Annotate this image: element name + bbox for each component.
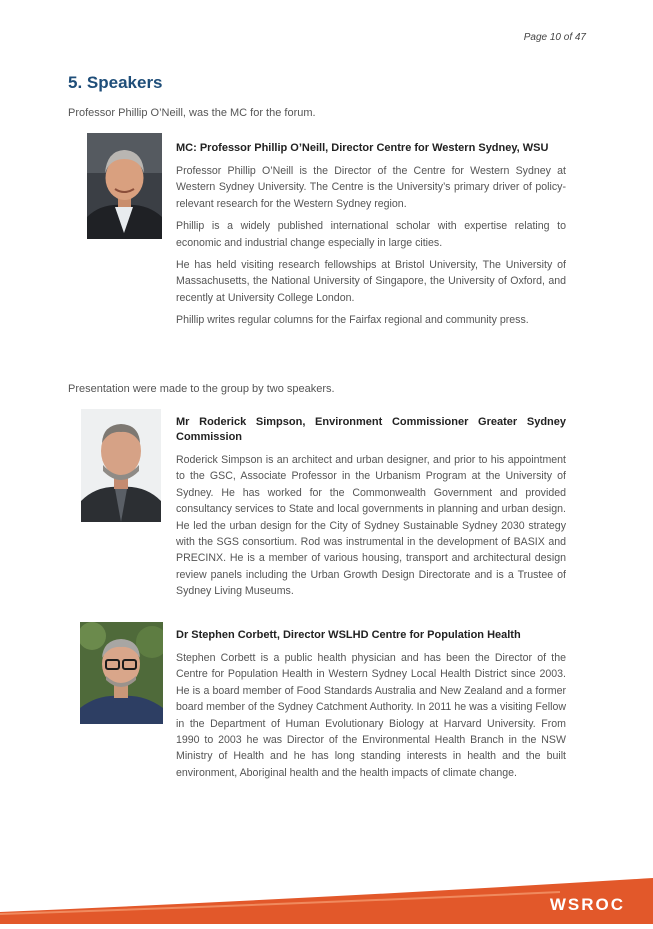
page-number: Page 10 of 47 <box>523 32 586 43</box>
speaker-name-oneill: MC: Professor Phillip O’Neill, Director Centre for Western Sydney, WSU <box>176 142 549 154</box>
bio-paragraph: He has held visiting research fellowships at Bristol University, The University of Massachusetts, the National University of Singapore, the University of Oxford, and recently at University College London. <box>176 259 566 304</box>
speaker-photo-simpson <box>81 409 161 522</box>
speaker-photo-oneill <box>87 133 162 239</box>
section-title: 5. Speakers <box>68 73 163 92</box>
speaker-bio-corbett <box>176 628 566 787</box>
speaker-photo-corbett <box>80 622 163 724</box>
bio-paragraph: Stephen Corbett is a public health physician and has been the Director of the Centre for Population Health in Western Sydney Local Health District since 2003. He is a board member of Food Standards Australia and New Zealand and a former board member of the Sydney Catchment Authority. In 2011 he was a visiting Fellow in the Department of Human Evolutionary Biology at Harvard University. From 1990 to 2003 he was Director of the Environmental Health Branch in the NSW Ministry of Health and he has long standing interests in health and the built environment, Aboriginal health and the health impacts of climate change. <box>176 652 566 779</box>
wsroc-logo: WSROC <box>549 895 625 914</box>
speaker-name-simpson: Mr Roderick Simpson, Environment Commissioner Greater Sydney Commission <box>176 416 566 443</box>
bio-paragraph: Roderick Simpson is an architect and urban designer, and prior to his appointment to the GSC, Associate Professor in the Urbanism Program at the University of Sydney. He has worked for the Commonwealth Government and provided consultancy services to State and local governments in planning and urban design. He led the urban design for the City of Sydney Sustainable Sydney 2030 strategy with the SGS consortium. Rod was instrumental in the development of BASIX and PRECINX. He is a member of various housing, transport and architectural design review panels including the Urban Growth Design Directorate and is a Trustee of Sydney Living Museums. <box>176 454 566 598</box>
footer-banner <box>0 864 653 924</box>
mc-intro-text: Professor Phillip O’Neill, was the MC for the forum. <box>68 107 316 119</box>
bio-paragraph: Phillip writes regular columns for the Fairfax regional and community press. <box>176 314 529 327</box>
speaker-bio-oneill <box>176 141 566 335</box>
bio-paragraph: Phillip is a widely published international scholar with expertise relating to economic and industrial change especially in large cities. <box>176 220 566 249</box>
footer-swoosh <box>0 864 653 924</box>
presenters-intro-text: Presentation were made to the group by two speakers. <box>68 383 335 395</box>
bio-paragraph: Professor Phillip O’Neill is the Director of the Centre for Western Sydney at Western Sydney University. The Centre is the University’s primary driver of policy-relevant research for the Western Sydney region. <box>176 165 566 210</box>
speaker-name-corbett: Dr Stephen Corbett, Director WSLHD Centre for Population Health <box>176 629 521 641</box>
speaker-bio-simpson <box>176 415 566 606</box>
